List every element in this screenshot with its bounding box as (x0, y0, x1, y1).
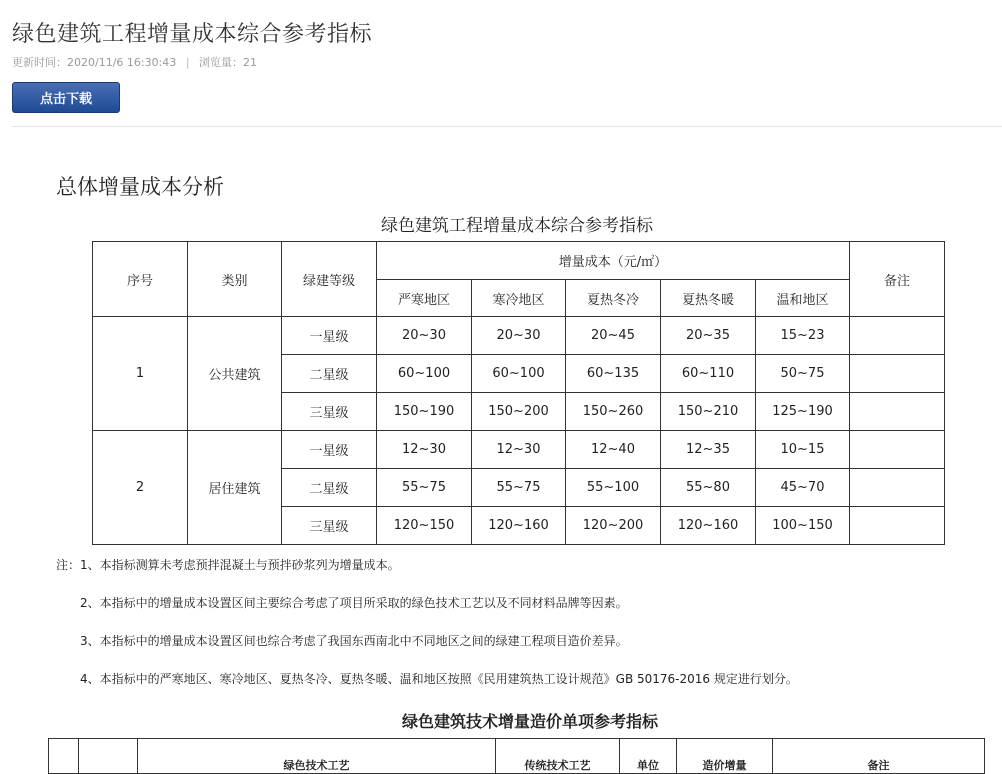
header-region: 严寒地区 (377, 280, 472, 317)
remark-cell (850, 393, 945, 431)
header-grade: 绿建等级 (282, 242, 377, 317)
meta-separator: | (185, 56, 190, 69)
cost-cell: 125~190 (756, 393, 850, 431)
note-text: 1、本指标测算未考虑预拌混凝土与预拌砂浆列为增量成本。 (80, 558, 400, 572)
cost-cell: 60~135 (566, 355, 661, 393)
update-time: 更新时间：2020/11/6 16:30:43 (12, 56, 177, 69)
cost-cell: 120~150 (377, 507, 472, 545)
cost-cell: 55~75 (377, 469, 472, 507)
table-row (93, 431, 945, 469)
cost-cell: 12~30 (472, 431, 566, 469)
cost-cell: 20~45 (566, 317, 661, 355)
cost-cell: 55~75 (472, 469, 566, 507)
tech-table-title: 绿色建筑技术增量造价单项参考指标 (401, 712, 658, 731)
cost-cell: 20~35 (661, 317, 756, 355)
note-text: 3、本指标中的增量成本设置区间也综合考虑了我国东西南北中不同地区之间的绿建工程项目造价差异。 (80, 634, 628, 648)
table-row (93, 317, 945, 355)
row-category: 居住建筑 (188, 431, 282, 545)
remark-cell (850, 431, 945, 469)
tech-header-traditional: 传统技术工艺 (496, 739, 620, 774)
cost-cell: 12~40 (566, 431, 661, 469)
header-region: 夏热冬冷 (566, 280, 661, 317)
cost-cell: 15~23 (756, 317, 850, 355)
page-title: 绿色建筑工程增量成本综合参考指标 (12, 22, 373, 47)
note-text: 2、本指标中的增量成本设置区间主要综合考虑了项目所采取的绿色技术工艺以及不同材料品牌等因素。 (80, 596, 628, 610)
note-item (80, 594, 628, 611)
remark-cell (850, 507, 945, 545)
note-item (56, 556, 400, 573)
tech-header-green: 绿色技术工艺 (138, 739, 496, 774)
row-grade: 二星级 (282, 355, 377, 393)
cost-table-title: 绿色建筑工程增量成本综合参考指标 (381, 216, 653, 236)
cost-cell: 120~160 (472, 507, 566, 545)
row-index: 1 (93, 317, 188, 431)
header-region: 温和地区 (756, 280, 850, 317)
cost-cell: 10~15 (756, 431, 850, 469)
cost-cell: 20~30 (377, 317, 472, 355)
cost-cell: 100~150 (756, 507, 850, 545)
view-count: 浏览量：21 (199, 56, 258, 69)
section-title: 总体增量成本分析 (56, 175, 224, 199)
header-region: 夏热冬暖 (661, 280, 756, 317)
cost-cell: 12~30 (377, 431, 472, 469)
header-region: 寒冷地区 (472, 280, 566, 317)
cost-cell: 12~35 (661, 431, 756, 469)
cost-cell: 150~210 (661, 393, 756, 431)
tech-header-increment: 造价增量 (677, 739, 773, 774)
row-category: 公共建筑 (188, 317, 282, 431)
row-grade: 三星级 (282, 507, 377, 545)
tech-header-cell (49, 739, 79, 774)
header-divider (12, 126, 1002, 127)
tech-header-unit: 单位 (620, 739, 677, 774)
tech-header-cell (79, 739, 138, 774)
row-grade: 三星级 (282, 393, 377, 431)
header-remark: 备注 (850, 242, 945, 317)
cost-cell: 150~190 (377, 393, 472, 431)
row-index: 2 (93, 431, 188, 545)
cost-cell: 60~100 (377, 355, 472, 393)
note-item (80, 632, 628, 649)
cost-cell: 120~200 (566, 507, 661, 545)
cost-cell: 20~30 (472, 317, 566, 355)
row-grade: 二星级 (282, 469, 377, 507)
cost-cell: 60~100 (472, 355, 566, 393)
note-item (80, 670, 798, 687)
cost-cell: 55~80 (661, 469, 756, 507)
cost-cell: 150~200 (472, 393, 566, 431)
cost-cell: 50~75 (756, 355, 850, 393)
header-category: 类别 (188, 242, 282, 317)
cost-cell: 55~100 (566, 469, 661, 507)
cost-table (92, 241, 945, 545)
header-index: 序号 (93, 242, 188, 317)
remark-cell (850, 317, 945, 355)
cost-cell: 150~260 (566, 393, 661, 431)
remark-cell (850, 355, 945, 393)
remark-cell (850, 469, 945, 507)
row-grade: 一星级 (282, 317, 377, 355)
tech-table (48, 738, 985, 774)
download-button[interactable]: 点击下载 (12, 82, 120, 113)
note-prefix: 注： (56, 558, 81, 572)
tech-header-remark: 备注 (773, 739, 985, 774)
article-meta (12, 54, 257, 70)
header-cost-group: 增量成本（元/㎡） (377, 242, 850, 280)
cost-cell: 45~70 (756, 469, 850, 507)
cost-cell: 120~160 (661, 507, 756, 545)
note-text: 4、本指标中的严寒地区、寒冷地区、夏热冬冷、夏热冬暖、温和地区按照《民用建筑热工设计规范》GB 50176-2016 规定进行划分。 (80, 672, 798, 686)
cost-cell: 60~110 (661, 355, 756, 393)
row-grade: 一星级 (282, 431, 377, 469)
